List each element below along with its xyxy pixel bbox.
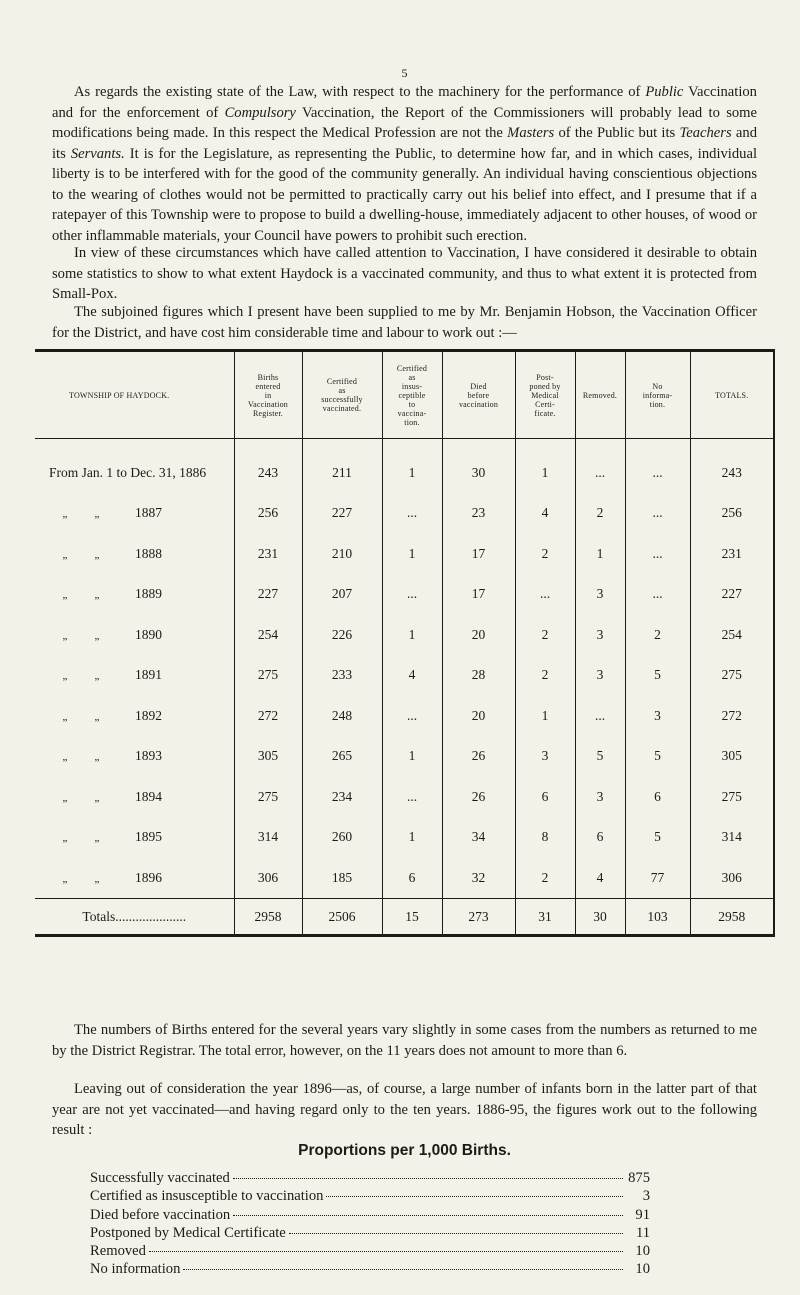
table-cell: 1 xyxy=(382,439,442,494)
row-year: 1895 xyxy=(135,829,162,845)
paragraph-text: As regards the existing state of the Law, with respect to the machinery for the performance of xyxy=(74,84,646,100)
proportion-item xyxy=(90,1242,650,1260)
table-cell: 26 xyxy=(442,777,515,818)
table-cell: 1 xyxy=(382,615,442,656)
ditto-mark: „ xyxy=(94,791,100,804)
proportion-label: Removed xyxy=(90,1243,146,1260)
ditto-mark: „ xyxy=(94,589,100,602)
table-cell: 3 xyxy=(575,574,625,615)
leader-dots xyxy=(233,1215,623,1216)
paragraph-ten-years: Leaving out of consideration the year 1896—as, of course, a large number of infants born in the latter part of that year are not yet vaccinated—and having regard only to the ten years. 1886-95, the figures work out to the following result : xyxy=(52,1081,757,1138)
table-cell: ... xyxy=(382,696,442,737)
table-cell: 275 xyxy=(234,777,302,818)
table-row xyxy=(35,439,774,494)
table-cell: 3 xyxy=(625,696,690,737)
paragraph-law xyxy=(52,82,757,246)
table-cell: 256 xyxy=(234,493,302,534)
proportion-value: 875 xyxy=(628,1170,650,1186)
row-label xyxy=(35,817,234,858)
table-cell: 260 xyxy=(302,817,382,858)
table-cell: ... xyxy=(575,439,625,494)
row-year: 1889 xyxy=(135,586,162,602)
table-row xyxy=(35,858,774,899)
table-cell: 4 xyxy=(515,493,575,534)
proportion-value: 91 xyxy=(635,1206,650,1223)
table-cell: 2 xyxy=(515,534,575,575)
table-cell: 20 xyxy=(442,615,515,656)
table-row xyxy=(35,777,774,818)
table-cell: ... xyxy=(575,696,625,737)
table-cell: 4 xyxy=(382,655,442,696)
table-cell: 17 xyxy=(442,534,515,575)
table-cell: 306 xyxy=(690,858,774,899)
table-cell: 210 xyxy=(302,534,382,575)
paragraph-text: Vaccination and for the enforcement of xyxy=(52,84,757,121)
table-row xyxy=(35,574,774,615)
table-cell: 1 xyxy=(382,817,442,858)
row-year: 1893 xyxy=(135,748,162,764)
table-cell: 256 xyxy=(690,493,774,534)
leader-dots xyxy=(326,1196,623,1197)
table-cell: 272 xyxy=(690,696,774,737)
total-cell: 2506 xyxy=(302,899,382,936)
table-row xyxy=(35,736,774,777)
table-cell: 272 xyxy=(234,696,302,737)
table-cell: 5 xyxy=(575,736,625,777)
table-cell: 265 xyxy=(302,736,382,777)
proportion-item xyxy=(90,1260,650,1278)
table-cell: 1 xyxy=(515,696,575,737)
paragraph-text: and its xyxy=(52,125,757,162)
row-year: 1888 xyxy=(135,545,162,561)
table-cell: 5 xyxy=(625,655,690,696)
proportion-label: Died before vaccination xyxy=(90,1206,231,1223)
row-year: 1887 xyxy=(135,505,162,521)
table-cell: ... xyxy=(382,777,442,818)
proportion-label: Certified as insusceptible to vaccination xyxy=(90,1188,324,1205)
table-cell: 1 xyxy=(382,534,442,575)
table-cell: 211 xyxy=(302,439,382,494)
table-cell: ... xyxy=(515,574,575,615)
total-cell: 30 xyxy=(575,899,625,936)
table-row xyxy=(35,493,774,534)
ditto-mark: „ xyxy=(62,589,68,602)
table-cell: 6 xyxy=(382,858,442,899)
table-cell: 34 xyxy=(442,817,515,858)
table-cell: 306 xyxy=(234,858,302,899)
table-cell: 6 xyxy=(575,817,625,858)
row-year: 1892 xyxy=(135,707,162,723)
paragraph-circumstances: In view of these circumstances which have called attention to Vaccination, I have considered it desirable to obtain some statistics to show to what extent Haydock is a vaccinated community, and thus to what extent it is protected from Small-Pox. xyxy=(52,245,757,302)
column-header: No informa- tion. xyxy=(625,351,690,439)
proportion-item xyxy=(90,1206,650,1224)
ditto-mark: „ xyxy=(94,670,100,683)
table-body xyxy=(35,439,774,936)
vaccination-table xyxy=(35,349,775,937)
table-cell: 1 xyxy=(515,439,575,494)
column-header: Certified as successfully vaccinated. xyxy=(302,351,382,439)
column-header: TOWNSHIP OF HAYDOCK. xyxy=(35,351,234,439)
table-row xyxy=(35,615,774,656)
row-label xyxy=(35,696,234,737)
proportion-label: Successfully vaccinated xyxy=(90,1170,230,1186)
paragraph-text: It is for the Legislature, as representing the Public, to determine how far, and in which cases, individual liberty is to be interfered with for the good of the community generally. An individual having conscientious objections to the wearing of clothes would not be permitted to practically carry out his belief into effect, and I presume that if a ratepayer of this Township were to propose to build a dwelling-house, immediately adjacent to other houses, of wood or other inflammable materials, your Council have powers to prohibit such erection. xyxy=(52,145,757,244)
proportion-item xyxy=(90,1187,650,1205)
proportion-item xyxy=(90,1224,650,1242)
table-cell: 234 xyxy=(302,777,382,818)
table-cell: 226 xyxy=(302,615,382,656)
table-cell: 1 xyxy=(382,736,442,777)
table-cell: ... xyxy=(625,574,690,615)
row-label xyxy=(35,574,234,615)
table-cell: 233 xyxy=(302,655,382,696)
ditto-mark: „ xyxy=(94,832,100,845)
table-cell: 2 xyxy=(575,493,625,534)
table-cell: 305 xyxy=(234,736,302,777)
ditto-mark: „ xyxy=(94,872,100,885)
table-cell: 243 xyxy=(690,439,774,494)
column-header: Died before vaccination xyxy=(442,351,515,439)
total-cell: 15 xyxy=(382,899,442,936)
table-cell: 6 xyxy=(625,777,690,818)
table-header-row xyxy=(35,351,774,439)
table-cell: 8 xyxy=(515,817,575,858)
ditto-mark: „ xyxy=(62,710,68,723)
ditto-mark: „ xyxy=(62,791,68,804)
table-cell: ... xyxy=(382,493,442,534)
table-cell: 275 xyxy=(690,777,774,818)
table-cell: 30 xyxy=(442,439,515,494)
table-cell: 207 xyxy=(302,574,382,615)
totals-row xyxy=(35,899,774,936)
table-row xyxy=(35,534,774,575)
table-cell: 5 xyxy=(625,817,690,858)
emphasis-text: Servants. xyxy=(70,145,125,162)
table-cell: 6 xyxy=(515,777,575,818)
table-cell: 254 xyxy=(234,615,302,656)
ditto-mark: „ xyxy=(62,629,68,642)
ditto-mark: „ xyxy=(62,670,68,683)
table-row xyxy=(35,817,774,858)
total-cell: 2958 xyxy=(234,899,302,936)
proportion-value: 10 xyxy=(635,1243,650,1260)
table-cell: 248 xyxy=(302,696,382,737)
row-label xyxy=(35,493,234,534)
column-header: Post- poned by Medical Certi- ficate. xyxy=(515,351,575,439)
ditto-mark: „ xyxy=(94,629,100,642)
column-header: TOTALS. xyxy=(690,351,774,439)
table-cell: 243 xyxy=(234,439,302,494)
total-cell: 31 xyxy=(515,899,575,936)
leader-dots xyxy=(289,1233,623,1234)
paragraph-text: of the Public but its xyxy=(554,125,680,141)
row-label xyxy=(35,655,234,696)
row-year: 1891 xyxy=(135,667,162,683)
row-label xyxy=(35,534,234,575)
table-cell: 28 xyxy=(442,655,515,696)
table-cell: 1 xyxy=(575,534,625,575)
table-cell: ... xyxy=(625,534,690,575)
table-cell: 20 xyxy=(442,696,515,737)
paragraph-text: Vaccination, the Report of the Commissioners will probably lead to some modifications being made. In this respect the Medical Profession are not the xyxy=(52,104,757,141)
proportion-value: 10 xyxy=(635,1261,650,1278)
proportion-item xyxy=(90,1169,650,1187)
table-cell: 231 xyxy=(234,534,302,575)
proportions-list xyxy=(90,1169,650,1279)
page-number: 5 xyxy=(401,66,408,80)
table-cell: 2 xyxy=(515,615,575,656)
proportions-heading: Proportions per 1,000 Births. xyxy=(298,1142,511,1159)
emphasis-text: Compulsory xyxy=(224,104,296,121)
leader-dots xyxy=(233,1178,623,1179)
emphasis-text: Teachers xyxy=(679,125,732,141)
table-row xyxy=(35,655,774,696)
column-header: Removed. xyxy=(575,351,625,439)
table-cell: 275 xyxy=(234,655,302,696)
table-cell: 5 xyxy=(625,736,690,777)
table-cell: 32 xyxy=(442,858,515,899)
emphasis-text: Public xyxy=(645,84,684,100)
table-cell: 23 xyxy=(442,493,515,534)
row-year: 1896 xyxy=(135,869,162,885)
row-year: 1894 xyxy=(135,788,162,804)
ditto-mark: „ xyxy=(62,508,68,521)
ditto-mark: „ xyxy=(94,710,100,723)
totals-label: Totals..................... xyxy=(35,899,234,936)
table-cell: 305 xyxy=(690,736,774,777)
table-cell: 185 xyxy=(302,858,382,899)
table-cell: 314 xyxy=(690,817,774,858)
proportion-value: 3 xyxy=(642,1188,650,1205)
row-label xyxy=(35,736,234,777)
total-cell: 273 xyxy=(442,899,515,936)
table-cell: 227 xyxy=(234,574,302,615)
table-cell: 3 xyxy=(575,777,625,818)
table-cell: 231 xyxy=(690,534,774,575)
table-cell: 2 xyxy=(625,615,690,656)
ditto-mark: „ xyxy=(62,832,68,845)
proportion-label: Postponed by Medical Certificate xyxy=(90,1224,286,1241)
row-label xyxy=(35,615,234,656)
ditto-mark: „ xyxy=(62,548,68,561)
table-cell: 2 xyxy=(515,655,575,696)
emphasis-text: Masters xyxy=(507,125,555,141)
table-cell: ... xyxy=(625,439,690,494)
column-header: Births entered in Vaccination Register. xyxy=(234,351,302,439)
paragraph-figures-source: The subjoined figures which I present have been supplied to me by Mr. Benjamin Hobson, the Vaccination Officer for the District, and have cost him considerable time and labour to work out :— xyxy=(52,304,757,341)
table-cell: 77 xyxy=(625,858,690,899)
row-label xyxy=(35,858,234,899)
row-year: 1890 xyxy=(135,626,162,642)
table-row xyxy=(35,696,774,737)
table-cell: ... xyxy=(625,493,690,534)
total-cell: 2958 xyxy=(690,899,774,936)
paragraph-births-note: The numbers of Births entered for the several years vary slightly in some cases from the numbers as returned to me by the District Registrar. The total error, however, on the 11 years does not amount to more than 6. xyxy=(52,1022,757,1059)
table-cell: 227 xyxy=(302,493,382,534)
proportion-value: 11 xyxy=(635,1224,650,1241)
ditto-mark: „ xyxy=(94,751,100,764)
table-cell: 314 xyxy=(234,817,302,858)
ditto-mark: „ xyxy=(62,872,68,885)
table-cell: 275 xyxy=(690,655,774,696)
ditto-mark: „ xyxy=(62,751,68,764)
column-header: Certified as insus- ceptible to vaccina- tion. xyxy=(382,351,442,439)
table-cell: ... xyxy=(382,574,442,615)
row-label xyxy=(35,777,234,818)
table-cell: 227 xyxy=(690,574,774,615)
table-cell: 4 xyxy=(575,858,625,899)
table-cell: 3 xyxy=(575,655,625,696)
table-cell: 3 xyxy=(575,615,625,656)
table-cell: 254 xyxy=(690,615,774,656)
ditto-mark: „ xyxy=(94,508,100,521)
table-cell: 3 xyxy=(515,736,575,777)
table-cell: 26 xyxy=(442,736,515,777)
row-label: From Jan. 1 to Dec. 31, 1886 xyxy=(35,439,234,494)
table-cell: 17 xyxy=(442,574,515,615)
leader-dots xyxy=(149,1251,623,1252)
ditto-mark: „ xyxy=(94,548,100,561)
total-cell: 103 xyxy=(625,899,690,936)
leader-dots xyxy=(183,1269,623,1270)
proportion-label: No information xyxy=(90,1261,181,1278)
table-cell: 2 xyxy=(515,858,575,899)
